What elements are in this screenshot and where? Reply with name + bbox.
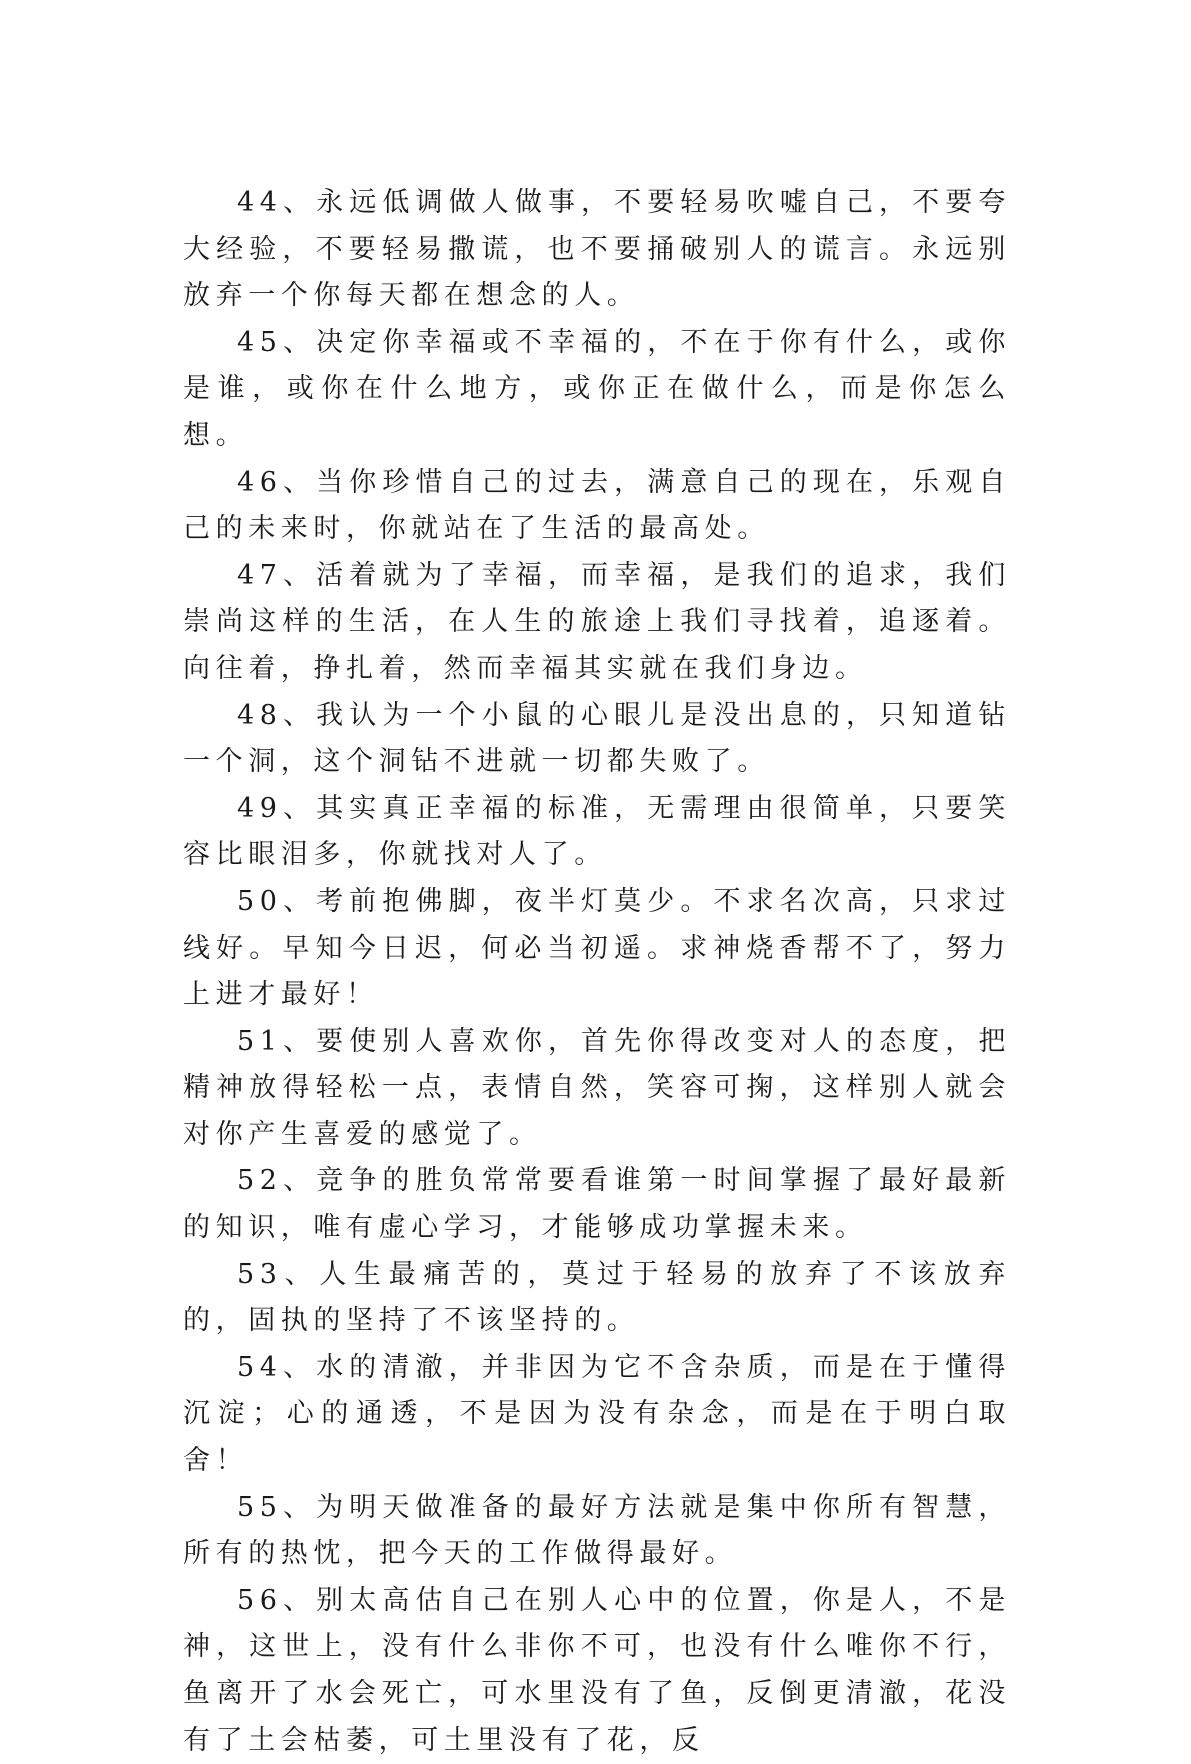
paragraph-55: 55、为明天做准备的最好方法就是集中你所有智慧，所有的热忱，把今天的工作做得最好。 — [183, 1491, 1011, 1570]
paragraph-56: 56、别太高估自己在别人心中的位置，你是人，不是神，这世上，没有什么非你不可，也没有什么唯你不行，鱼离开了水会死亡，可水里没有了鱼，反倒更清澈，花没有了土会枯萎，可土里没有了花，反 — [183, 1584, 1011, 1756]
paragraph-54: 54、水的清澈，并非因为它不含杂质，而是在于懂得沉淀；心的通透，不是因为没有杂念，而是在于明白取舍！ — [183, 1351, 1011, 1477]
paragraph-49: 49、其实真正幸福的标准，无需理由很简单，只要笑容比眼泪多，你就找对人了。 — [183, 792, 1011, 871]
paragraph-47: 47、活着就为了幸福，而幸福，是我们的追求，我们崇尚这样的生活，在人生的旅途上我们寻找着，追逐着。向往着，挣扎着，然而幸福其实就在我们身边。 — [183, 559, 1011, 684]
paragraph-46: 46、当你珍惜自己的过去，满意自己的现在，乐观自己的未来时，你就站在了生活的最高处。 — [183, 466, 1011, 545]
paragraph-52: 52、竞争的胜负常常要看谁第一时间掌握了最好最新的知识，唯有虚心学习，才能够成功掌握未来。 — [183, 1165, 1011, 1244]
paragraph-44: 44、永远低调做人做事，不要轻易吹嘘自己，不要夸大经验，不要轻易撒谎，也不要捅破别人的谎言。永远别放弃一个你每天都在想念的人。 — [183, 187, 1011, 312]
paragraph-48: 48、我认为一个小鼠的心眼儿是没出息的，只知道钻一个洞，这个洞钻不进就一切都失败了。 — [183, 699, 1011, 778]
document-body — [183, 180, 1011, 1764]
paragraph-45: 45、决定你幸福或不幸福的，不在于你有什么，或你是谁，或你在什么地方，或你正在做什么，而是你怎么想。 — [183, 326, 1011, 451]
paragraph-53: 53、人生最痛苦的，莫过于轻易的放弃了不该放弃的，固执的坚持了不该坚持的。 — [183, 1258, 1011, 1337]
paragraph-51: 51、要使别人喜欢你，首先你得改变对人的态度，把精神放得轻松一点，表情自然，笑容可掬，这样别人就会对你产生喜爱的感觉了。 — [183, 1025, 1011, 1150]
paragraph-50: 50、考前抱佛脚，夜半灯莫少。不求名次高，只求过线好。早知今日迟，何必当初遥。求神烧香帮不了，努力上进才最好！ — [183, 885, 1011, 1011]
